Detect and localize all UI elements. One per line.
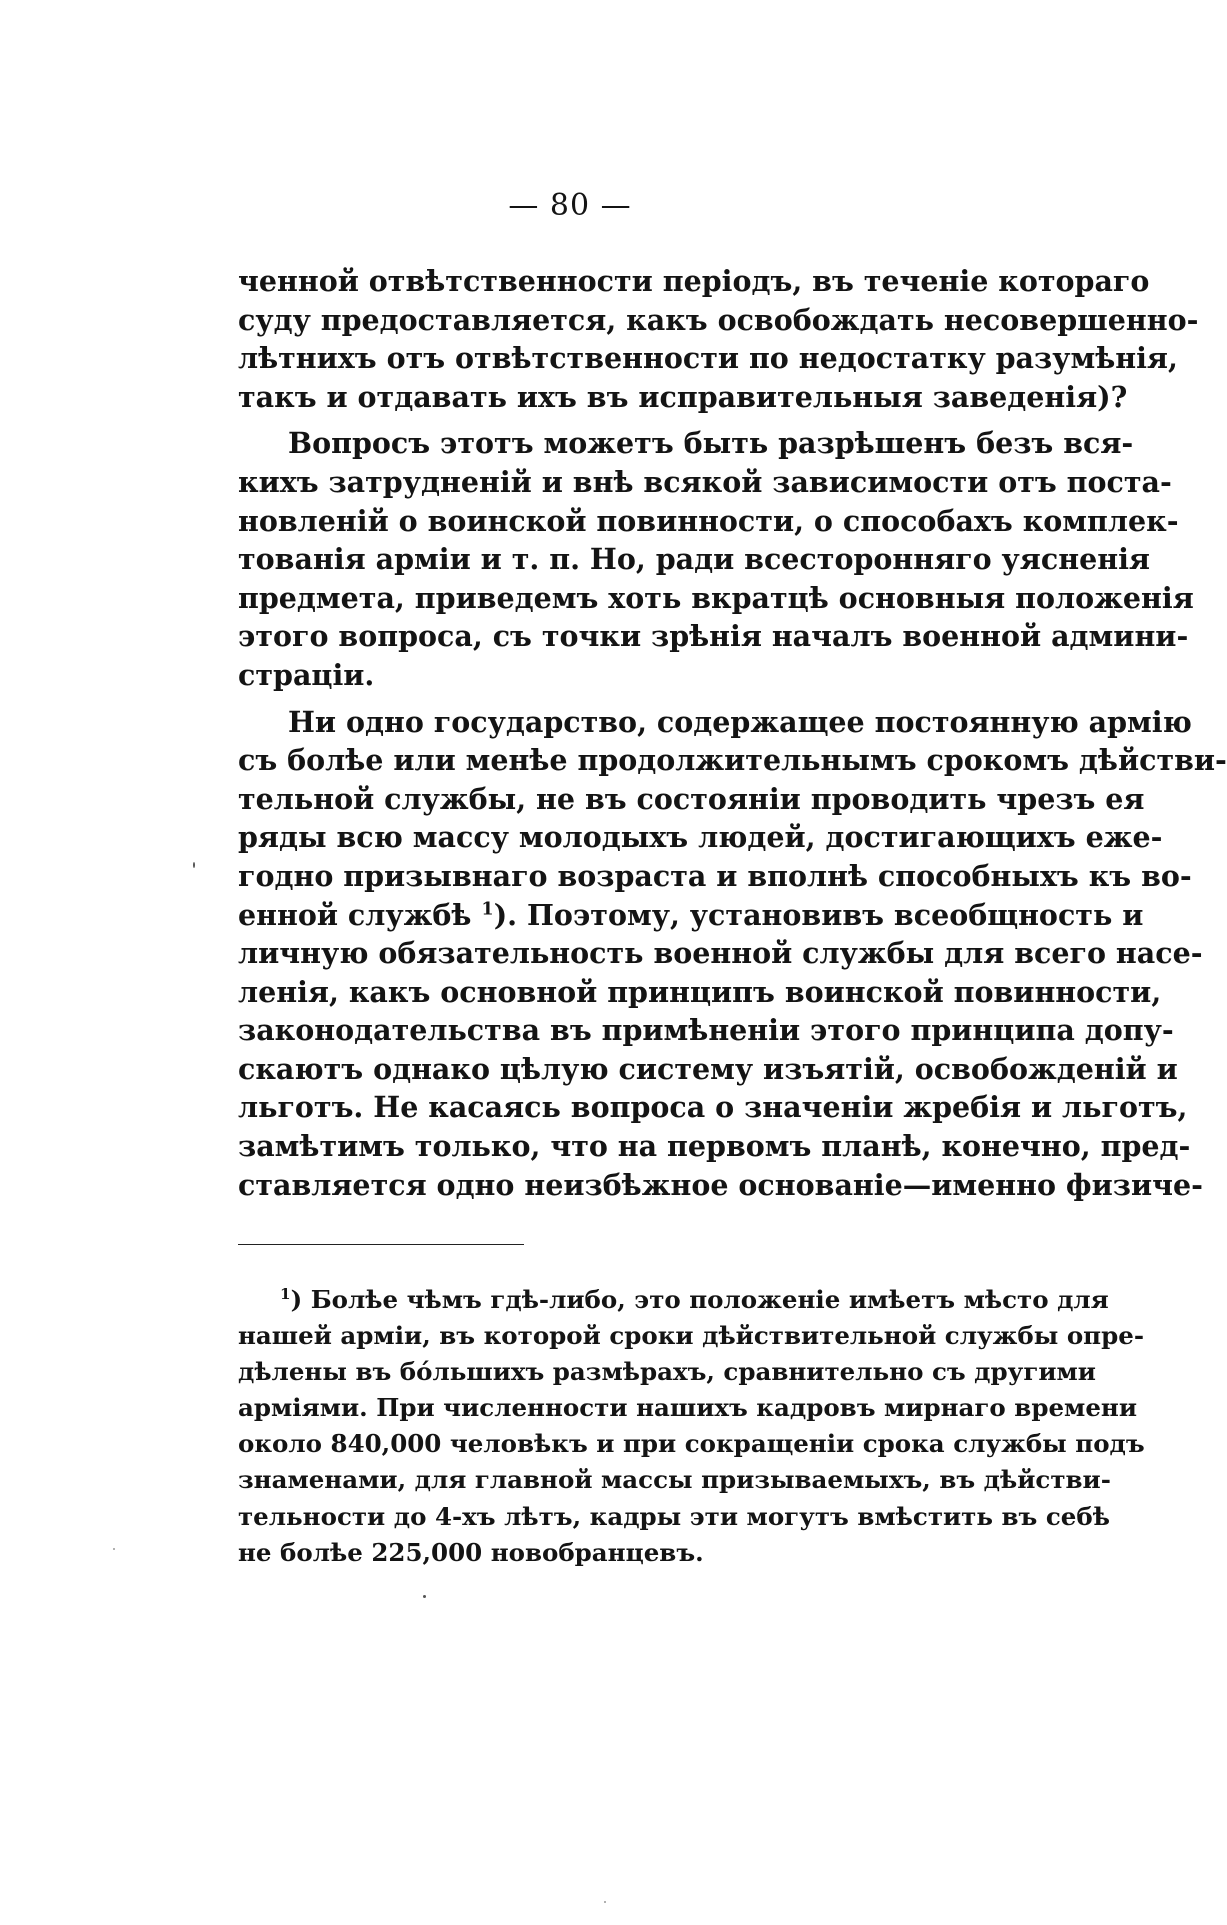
- text-line: личную обязательность военной службы для всего насе-: [238, 936, 1203, 971]
- text-line: ченной отвѣтственности періодъ, въ теченіе котораго: [238, 264, 1150, 298]
- footnote-marker: 1: [280, 1284, 291, 1303]
- text-line: новленій о воинской повинности, о способахъ комплек-: [238, 503, 1179, 538]
- footnote-line: дѣлены въ бо́льшихъ размѣрахъ, сравнительно съ другими: [238, 1357, 1096, 1387]
- text-line: этого вопроса, съ точки зрѣнія началъ военной админи-: [238, 619, 1189, 654]
- text-segment: ) Болѣе чѣмъ гдѣ-либо, это положеніе имѣетъ мѣсто для: [290, 1285, 1109, 1314]
- footnote-reference[interactable]: 1: [481, 897, 494, 919]
- text-line: съ болѣе или менѣе продолжительнымъ срокомъ дѣйстви-: [238, 743, 1227, 778]
- footnote-line: не болѣе 225,000 новобранцевъ.: [238, 1537, 704, 1567]
- scan-speck: [193, 862, 195, 868]
- main-text: [238, 262, 1227, 1204]
- text-line: ленія, какъ основной принципъ воинской повинности,: [238, 974, 1162, 1009]
- paragraph-gap: [238, 695, 1012, 703]
- text-line: ряды всю массу молодыхъ людей, достигающихъ еже-: [238, 820, 1163, 855]
- text-line: ставляется одно неизбѣжное основаніе—именно физиче-: [238, 1167, 1203, 1202]
- text-line: льготъ. Не касаясь вопроса о значеніи жребія и льготъ,: [238, 1090, 1188, 1125]
- footnote-line: около 840,000 человѣкъ и при сокращеніи срока службы подъ: [238, 1429, 1145, 1459]
- footnote-line: нашей арміи, въ которой сроки дѣйствительной службы опре-: [238, 1321, 1144, 1351]
- text-line: законодательства въ примѣненіи этого принципа допу-: [238, 1013, 1174, 1048]
- text-line: страціи.: [238, 657, 375, 692]
- scan-speck: [423, 1595, 426, 1598]
- text-line: тованія арміи и т. п. Но, ради всесторонняго уясненія: [238, 542, 1150, 577]
- footnote-divider: [238, 1244, 524, 1245]
- text-line: кихъ затрудненій и внѣ всякой зависимости отъ поста-: [238, 464, 1172, 499]
- text-line: скаютъ однако цѣлую систему изъятій, освобожденій и: [238, 1051, 1178, 1086]
- footnote-line: арміями. При численности нашихъ кадровъ мирнаго времени: [238, 1393, 1138, 1423]
- footnote-line: тельности до 4-хъ лѣтъ, кадры эти могутъ вмѣстить въ себѣ: [238, 1501, 1110, 1531]
- text-line: такъ и отдавать ихъ въ исправительныя заведенія)?: [238, 379, 1128, 414]
- text-line: годно призывнаго возраста и вполнѣ способныхъ къ во-: [238, 858, 1192, 893]
- text-segment: ). Поэтому, установивъ всеобщность и: [493, 897, 1144, 932]
- scan-speck: [604, 1901, 606, 1903]
- text-line: суду предоставляется, какъ освобождать несовершенно-: [238, 302, 1199, 337]
- page-number: — 80 —: [508, 188, 632, 223]
- text-line: Ни одно государство, содержащее постоянную армію: [288, 704, 1192, 739]
- text-line: лѣтнихъ отъ отвѣтственности по недостатку разумѣнія,: [238, 341, 1178, 376]
- footnote-line: знаменами, для главной массы призываемыхъ, въ дѣйстви-: [238, 1465, 1111, 1495]
- scan-speck: [113, 1548, 115, 1550]
- text-line: Вопросъ этотъ можетъ быть разрѣшенъ безъ вся-: [288, 426, 1134, 461]
- footnote-block: [238, 1282, 1145, 1571]
- text-segment: енной службѣ: [238, 897, 472, 932]
- text-line-with-footnote-ref: [238, 896, 1144, 935]
- text-line: тельной службы, не въ состояніи проводить чрезъ ея: [238, 781, 1145, 816]
- paragraph-gap: [238, 416, 1012, 424]
- text-line: предмета, приведемъ хоть вкратцѣ основныя положенія: [238, 580, 1194, 615]
- text-line: замѣтимъ только, что на первомъ планѣ, конечно, пред-: [238, 1129, 1191, 1164]
- footnote-line: [238, 1282, 1109, 1318]
